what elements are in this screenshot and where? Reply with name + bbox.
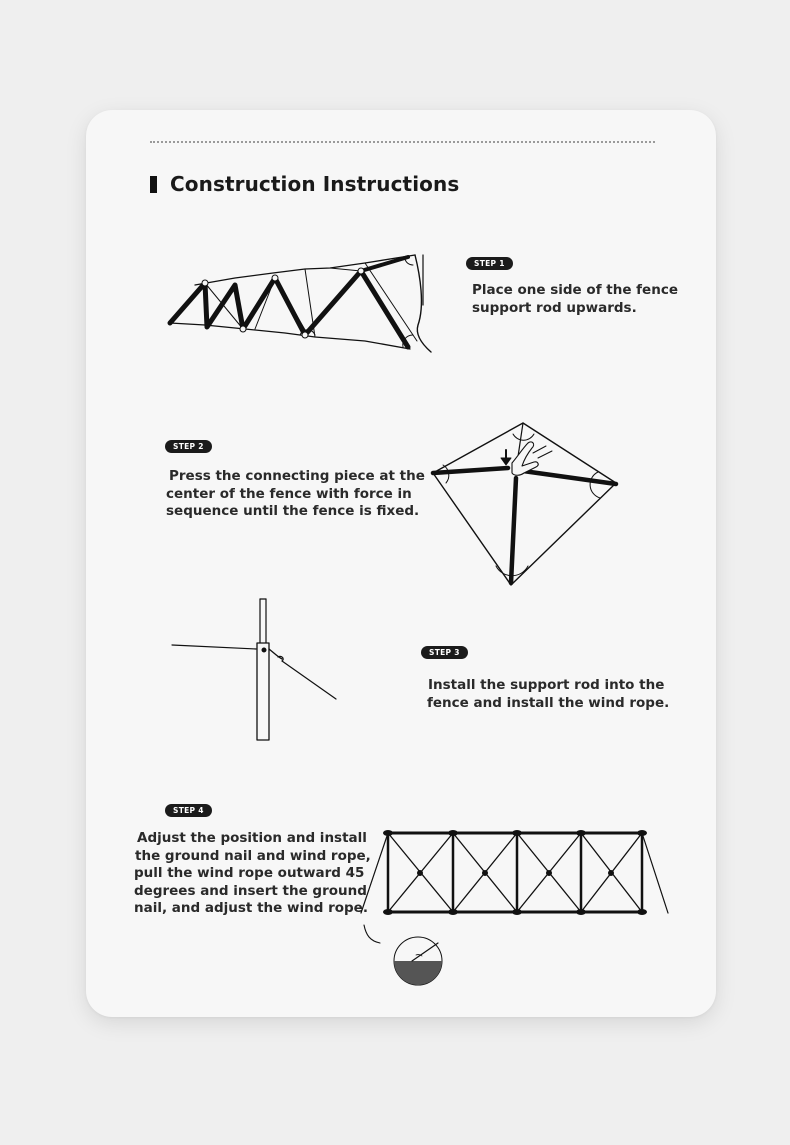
dotted-divider bbox=[150, 141, 655, 143]
step4-line: degrees and insert the ground bbox=[134, 882, 367, 899]
step2-illustration bbox=[428, 418, 623, 588]
step3-badge: STEP 3 bbox=[421, 646, 468, 659]
step1-illustration bbox=[165, 245, 440, 360]
step2-line: Press the connecting piece at the bbox=[169, 468, 425, 484]
step1-text bbox=[472, 282, 678, 317]
step2-line: sequence until the fence is fixed. bbox=[166, 503, 420, 519]
step4-line: the ground nail and wind rope, bbox=[135, 847, 371, 864]
step1-line: Place one side of the fence bbox=[472, 282, 678, 298]
step4-line: Adjust the position and install bbox=[137, 830, 367, 846]
page-title: Construction Instructions bbox=[170, 172, 460, 196]
step3-line: Install the support rod into the bbox=[428, 677, 665, 693]
step4-line: pull the wind rope outward 45 bbox=[134, 865, 365, 881]
step2-text bbox=[166, 468, 425, 521]
step4-illustration bbox=[358, 825, 673, 990]
step4-line: nail, and adjust the wind rope. bbox=[134, 900, 368, 916]
step3-line: fence and install the wind rope. bbox=[427, 694, 670, 711]
step4-badge: STEP 4 bbox=[165, 804, 212, 817]
section-heading bbox=[150, 171, 459, 197]
step3-illustration bbox=[170, 595, 345, 740]
step2-line: center of the fence with force in bbox=[166, 485, 412, 502]
step1-badge: STEP 1 bbox=[466, 257, 513, 270]
step1-line: support rod upwards. bbox=[472, 299, 637, 316]
step4-text bbox=[134, 830, 371, 918]
step2-badge: STEP 2 bbox=[165, 440, 212, 453]
heading-marker bbox=[150, 176, 157, 193]
step3-text bbox=[427, 677, 669, 712]
